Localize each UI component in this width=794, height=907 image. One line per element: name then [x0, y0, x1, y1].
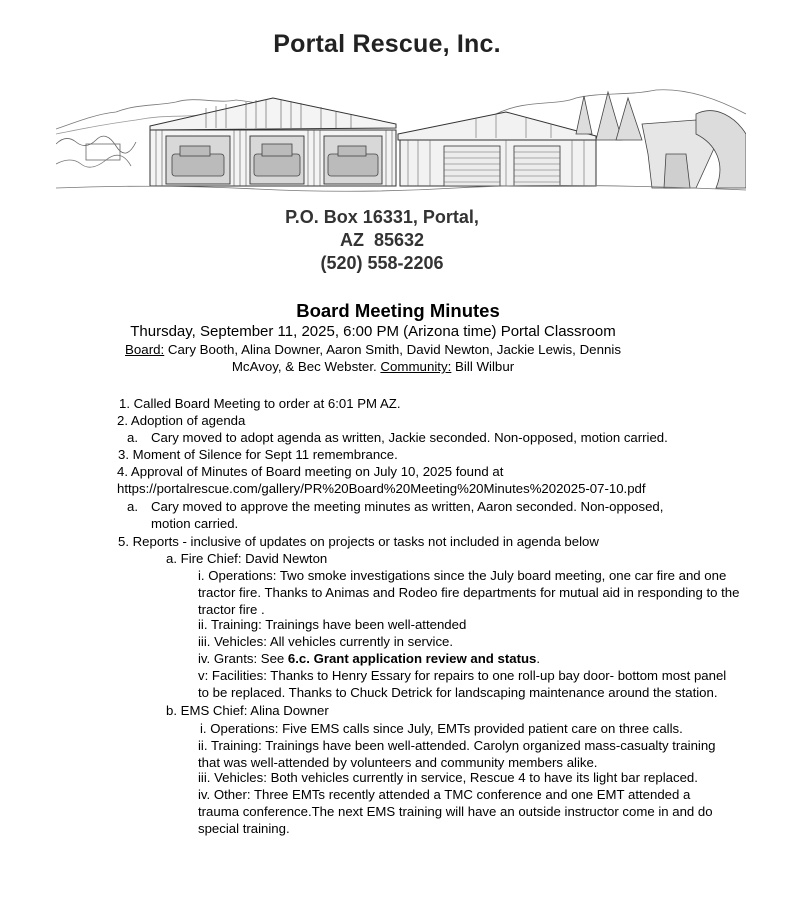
- fire-training: ii. Training: Trainings have been well-attended: [198, 617, 467, 632]
- ems-vehicles: iii. Vehicles: Both vehicles currently in service, Rescue 4 to have its light bar replaced.: [198, 770, 698, 785]
- phone-number: (520) 558-2206: [320, 253, 444, 273]
- minutes-item-2: 2. Adoption of agenda: [117, 413, 246, 428]
- fire-grants: [198, 650, 540, 667]
- minutes-item-4a-line1: Cary moved to approve the meeting minutes as written, Aaron seconded. Non-opposed,: [151, 499, 664, 514]
- ems-chief-heading: b. EMS Chief: Alina Downer: [166, 703, 329, 718]
- ems-other: iv. Other: Three EMTs recently attended a TMC conference and one EMT attended a trauma conference.The next EMS training will have an outside instructor come in and do special training.: [198, 787, 713, 836]
- fire-grants-suffix: .: [536, 651, 541, 666]
- community-members: Bill Wilbur: [451, 359, 515, 374]
- minutes-item-4-link[interactable]: https://portalrescue.com/gallery/PR%20Board%20Meeting%20Minutes%202025-07-10.pdf: [117, 481, 646, 496]
- minutes-item-4a-marker: a.: [127, 499, 138, 514]
- fire-grants-prefix: iv. Grants: See: [198, 651, 288, 666]
- minutes-item-4a-line2: motion carried.: [151, 516, 239, 531]
- fire-station-illustration: [56, 84, 746, 196]
- meeting-datetime-location: Thursday, September 11, 2025, 6:00 PM (Arizona time) Portal Classroom: [130, 323, 616, 340]
- fire-vehicles: iii. Vehicles: All vehicles currently in service.: [198, 634, 454, 649]
- document-title: Board Meeting Minutes: [296, 300, 500, 321]
- fire-grants-reference: 6.c. Grant application review and status: [287, 651, 537, 666]
- minutes-item-1: 1. Called Board Meeting to order at 6:01 PM AZ.: [119, 396, 401, 411]
- fire-facilities: v: Facilities: Thanks to Henry Essary for repairs to one roll-up bay door- bottom most panel to be replaced. Thanks to Chuck Detrick for landscaping maintenance around the station.: [198, 668, 727, 700]
- minutes-item-4: 4. Approval of Minutes of Board meeting on July 10, 2025 found at: [117, 464, 504, 479]
- attendees: [110, 341, 636, 375]
- fire-chief-heading: a. Fire Chief: David Newton: [166, 551, 328, 566]
- board-members: Cary Booth, Alina Downer, Aaron Smith, David Newton, Jackie Lewis, Dennis McAvoy, & Bec Webster.: [164, 342, 621, 374]
- board-label: Board:: [125, 342, 165, 357]
- community-label: Community:: [380, 359, 452, 374]
- organization-name: Portal Rescue, Inc.: [273, 30, 501, 58]
- address-block: [0, 206, 764, 275]
- ems-operations: i. Operations: Five EMS calls since July, EMTs provided patient care on three calls.: [200, 721, 683, 736]
- fire-operations: i. Operations: Two smoke investigations since the July board meeting, one car fire and one tractor fire. Thanks to Animas and Rodeo fire departments for mutual aid in responding to the tractor fire .: [198, 568, 740, 617]
- minutes-item-5: 5. Reports - inclusive of updates on projects or tasks not included in agenda below: [118, 534, 599, 549]
- address-line-1: P.O. Box 16331, Portal,: [285, 207, 479, 227]
- minutes-item-2a: Cary moved to adopt agenda as written, Jackie seconded. Non-opposed, motion carried.: [151, 430, 668, 445]
- ems-training: ii. Training: Trainings have been well-attended. Carolyn organized mass-casualty training that was well-attended by volunteers and community members alike.: [198, 738, 716, 770]
- minutes-item-2a-marker: a.: [127, 430, 138, 445]
- address-line-2: AZ 85632: [339, 230, 425, 250]
- minutes-item-3: 3. Moment of Silence for Sept 11 remembrance.: [118, 447, 398, 462]
